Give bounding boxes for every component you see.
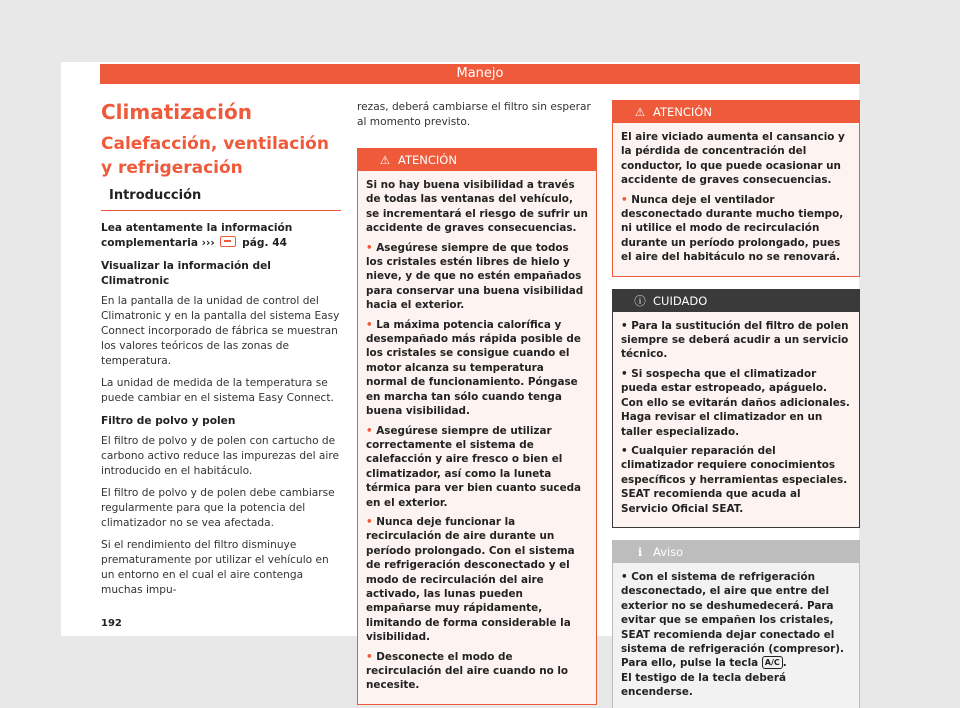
section-title: Introducción bbox=[101, 188, 341, 211]
warning-box bbox=[357, 148, 597, 705]
list-item: • Asegúrese siempre de que todos los cristales estén libres de hielo y nieve, y de que no estén empañados para conservar una buena visibilidad hacia el exterior. bbox=[366, 241, 584, 312]
section-header: Manejo bbox=[100, 64, 860, 84]
paragraph: El filtro de polvo y de polen debe cambiarse regularmente para que la potencia del climatizador no se vea afectada. bbox=[101, 487, 335, 529]
list-item: • Para la sustitución del filtro de polen siempre se deberá acudir a un servicio técnico. bbox=[621, 319, 849, 361]
list-item: • Nunca deje el ventilador desconectado durante mucho tiempo, ni utilice el modo de recirculación durante un período prolongado, pues el aire del habitáculo no se renovará. bbox=[621, 193, 844, 264]
paragraph: La unidad de medida de la temperatura se puede cambiar en el sistema Easy Connect. bbox=[101, 377, 334, 404]
caution-header: ⓘ CUIDADO bbox=[613, 290, 859, 312]
heading-climatronic: Visualizar la información del Climatronic bbox=[101, 260, 271, 287]
paragraph: rezas, deberá cambiarse el filtro sin esperar al momento previsto. bbox=[357, 101, 591, 128]
list-item: • Desconecte el modo de recirculación del aire cuando no lo necesite. bbox=[366, 650, 569, 692]
note-body bbox=[613, 563, 859, 708]
info-icon: ℹ bbox=[637, 544, 643, 559]
warning-header: ⚠ ATENCIÓN bbox=[358, 149, 596, 171]
page-reference-link[interactable]: pág. 44 bbox=[242, 237, 287, 249]
list-item: • Asegúrese siempre de utilizar correctamente el sistema de calefacción y aire fresco o bien el climatizador, así como la luneta térmica para ver bien cuanto suceda en el exterior. bbox=[366, 424, 582, 509]
note-box bbox=[612, 540, 860, 708]
column-right bbox=[612, 100, 860, 708]
page-number: 192 bbox=[101, 618, 122, 629]
intro-text: Lea atentamente la información complementaria ››› pág. 44 bbox=[101, 222, 293, 249]
warning-intro: El aire viciado aumenta el cansancio y la pérdida de concentración del conductor, lo que puede ocasionar un accidente de graves consecuencias. bbox=[621, 131, 845, 187]
paragraph: En la pantalla de la unidad de control del Climatronic y en la pantalla del sistema Easy Connect incorporado de fábrica se muestran los valores teóricos de las zonas de temperatura. bbox=[101, 295, 340, 367]
list-item: • Con el sistema de refrigeración desconectado, el aire que entre del exterior no se deshumedecerá. Para evitar que se empañen los cristales, SEAT recomienda dejar conectado el sistema de refrigeración (compresor). Para ello, pulse la tecla A/C . El testigo de la tecla deberá encenderse. bbox=[621, 570, 845, 699]
column-middle bbox=[357, 100, 597, 708]
paragraph: Si el rendimiento del filtro disminuye prematuramente por utilizar el vehículo en un entorno en el cual el aire contenga muchas impu- bbox=[101, 539, 329, 596]
list-item: • Nunca deje funcionar la recirculación de aire durante un período prolongado. Con el sistema de refrigeración desconectado y el modo de recirculación del aire activado, las lunas pueden empañarse muy rápidamente, limitando de forma considerable la visibilidad. bbox=[366, 515, 575, 644]
caution-box bbox=[612, 289, 860, 528]
note-header: ℹ Aviso bbox=[613, 541, 859, 563]
warning-box-2 bbox=[612, 100, 860, 277]
paragraph: El filtro de polvo y de polen con cartucho de carbono activo reduce las impurezas del aire introducido en el habitáculo. bbox=[101, 435, 339, 477]
caution-body bbox=[613, 312, 859, 527]
list-item: • La máxima potencia calorífica y desempañado más rápida posible de los cristales se consigue cuando el motor alcanza su temperatura normal de funcionamiento. Póngase en marcha tan sólo cuando tenga buena visibilidad. bbox=[366, 318, 581, 418]
book-reference-icon bbox=[220, 236, 236, 247]
page-title: Climatización bbox=[101, 100, 252, 124]
warning-triangle-icon: ⚠ bbox=[379, 153, 391, 167]
column-left bbox=[101, 96, 341, 605]
exclamation-circle-icon: ⓘ bbox=[634, 293, 646, 308]
list-item: • Cualquier reparación del climatizador requiere conocimientos específicos y herramientas especiales. SEAT recomienda que acuda al Servicio Oficial SEAT. bbox=[621, 444, 848, 515]
heading-filtro: Filtro de polvo y polen bbox=[101, 415, 236, 427]
ac-key-icon: A/C bbox=[762, 656, 783, 669]
list-item: • Si sospecha que el climatizador pueda estar estropeado, apáguelo. Con ello se evitarán daños adicionales. Haga revisar el climatizador en un taller especializado. bbox=[621, 367, 850, 438]
warning-body bbox=[613, 123, 859, 276]
warning-intro: Si no hay buena visibilidad a través de todas las ventanas del vehículo, se incrementará el riesgo de sufrir un accidente de graves consecuencias. bbox=[366, 179, 588, 235]
warning-body bbox=[358, 171, 596, 704]
warning-triangle-icon: ⚠ bbox=[634, 105, 646, 119]
warning-header: ⚠ ATENCIÓN bbox=[613, 101, 859, 123]
chapter-title: Calefacción, ventilación y refrigeración bbox=[101, 134, 329, 178]
